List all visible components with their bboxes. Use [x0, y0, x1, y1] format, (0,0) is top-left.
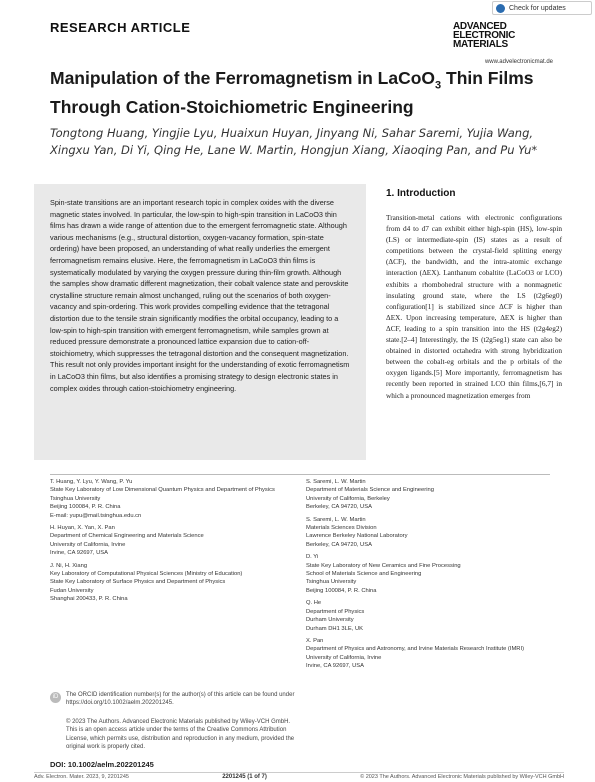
- affiliation-line: Materials Sciences Division: [306, 525, 377, 532]
- affiliation-line: S. Saremi, L. W. Martin: [306, 516, 366, 523]
- page-footer: [34, 772, 564, 782]
- affiliation-line: X. Pan: [306, 637, 324, 644]
- footer-copyright: © 2023 The Authors. Advanced Electronic Materials published by Wiley-VCH GmbH: [360, 774, 564, 780]
- affiliation-line: State Key Laboratory of New Ceramics and Fine Processing: [306, 562, 461, 569]
- affiliation-line: Q. He: [306, 600, 322, 607]
- affiliation-line: School of Materials Science and Engineering: [306, 571, 422, 578]
- check-updates-label: Check for updates: [509, 4, 566, 12]
- affiliation-line: University of California, Berkeley: [306, 495, 390, 502]
- affiliation-line: Berkeley, CA 94720, USA: [306, 541, 372, 548]
- affiliation-line: Department of Physics and Astronomy, and Irvine Materials Research Institute (IMRI): [306, 646, 525, 653]
- title-part-1: Manipulation of the Ferromagnetism in LaCoO: [50, 68, 436, 88]
- title-subscript: 3: [435, 79, 442, 92]
- abstract-text: Spin-state transitions are an important research topic in complex oxides with the diverse magnetic states involved. In particular, the low-spin to high-spin transition in LaCoO3 thin films has drawn a wide range of attention due to the emergent ferromagnetic state. Although various mechanisms (e.g., structural distortion, oxygen-vacancy formation, spin-state ordering) have been proposed, an understanding of what really underlies the emergent ferromagnetism remains elusive. Here, the ferromagnetism in LaCoO3 thin films is systematically modulated by varying the oxygen pressure during thin-film growth. Although the samples show dramatic different magnetization, their cobalt valence state and perovskite crystalline structure remain almost unchanged, ruling out the scenarios of both oxygen-vacancy and spin-ordering. This work provides compelling evidence that the tetragonal distortion due to the tensile strain significantly modifies the orbital occupancy, leading to a low-spin to high-spin transition with emergent ferromagnetism, while samples grown at reduced pressure demonstrate a pronounced lattice expansion due to cation-off-stoichiometry, which suppresses the tetragonal distortion and the consequent magnetization. This result not only provides important insight for the understanding of exotic ferromagnetism in LaCoO3 thin films, but also identifies a promising strategy to design electronic states in complex oxides through cation-stoichiometry engineering.: [50, 198, 350, 393]
- affiliation-block: [306, 553, 556, 595]
- intro-heading: 1. Introduction: [386, 188, 456, 199]
- affiliation-block: [306, 637, 556, 671]
- affiliation-block: [50, 478, 290, 520]
- journal-logo: [453, 22, 553, 49]
- affiliation-divider: [50, 474, 550, 475]
- license-text: © 2023 The Authors. Advanced Electronic Materials published by Wiley-VCH GmbH. This is an open access article under the terms of the Creative Commons Attribution License, which permits use, distribution and reproduction in any medium, provided the original work is properly cited.: [66, 719, 295, 751]
- affiliation-line: Berkeley, CA 94720, USA: [306, 504, 372, 511]
- affiliation-line: State Key Laboratory of Low Dimensional Quantum Physics and Department of Physics: [50, 487, 275, 494]
- affiliations-left: [50, 478, 290, 608]
- affiliations-right: [306, 478, 556, 675]
- journal-url[interactable]: www.advelectronicmat.de: [484, 59, 553, 65]
- affiliation-line: E-mail: yupu@mail.tsinghua.edu.cn: [50, 512, 142, 519]
- affiliation-line: University of California, Irvine: [306, 654, 382, 661]
- affiliation-line: State Key Laboratory of Surface Physics and Department of Physics: [50, 579, 226, 586]
- affiliation-line: Tsinghua University: [50, 495, 101, 502]
- section-label: RESEARCH ARTICLE: [50, 20, 191, 35]
- affiliation-line: University of California, Irvine: [50, 541, 126, 548]
- affiliation-line: Tsinghua University: [306, 579, 357, 586]
- intro-body: Transition-metal cations with electronic configurations from d4 to d7 can exhibit either high-spin (HS), low-spin (LS) or intermediate-spin (IS) states as a result of competitions between the crystal-field splitting energy (ΔCF), the bandwidth, and the intra-atomic exchange interaction (ΔEX). Lanthanum cobaltite (LaCoO3 or LCO) exhibits a rhombohedral structure with a nonmagnetic insulating ground state, where the LS (t2g6eg0) configuration[1] is stabilized since ΔCF is higher than ΔEX. Upon increasing temperature, ΔEX is higher than ΔCF, leading to a spin transition into the HS (t2g4eg2) state.[2–4] Interestingly, the IS (t2g5eg1) state can also be obtained in distorted octahedra with strong hybridization between the cobalt-eg orbitals and the p orbitals of the oxygen ligands.[5] More importantly, ferromagnetism has recently been reported in strained LCO thin films,[6,7] in which a pronounced magnetization emerges from: [386, 213, 562, 400]
- affiliation-line: H. Huyan, X. Yan, X. Pan: [50, 525, 115, 532]
- article-title: [50, 68, 550, 118]
- footer-page-number: 2201245 (1 of 7): [222, 774, 267, 780]
- affiliation-line: Department of Materials Science and Engineering: [306, 487, 434, 494]
- journal-logo-line3: MATERIALS: [453, 39, 508, 50]
- title-part-2: Thin Films Through Cation-Stoichiometric Engineering: [50, 68, 534, 117]
- affiliation-line: Key Laboratory of Computational Physical Sciences (Ministry of Education): [50, 571, 243, 578]
- footer-citation: Adv. Electron. Mater. 2023, 9, 2201245: [34, 774, 129, 780]
- author-list: Tongtong Huang, Yingjie Lyu, Huaixun Huyan, Jinyang Ni, Sahar Saremi, Yujia Wang, Xingxu Yan, Di Yi, Qing He, Lane W. Martin, Hongjun Xiang, Xiaoqing Pan, and Pu Yu*: [50, 126, 538, 157]
- affiliation-block: [50, 524, 290, 558]
- affiliation-block: [50, 562, 290, 604]
- affiliation-line: Shanghai 200433, P. R. China: [50, 596, 128, 603]
- journal-logo-line1: ADVANCED: [453, 21, 507, 32]
- affiliation-block: [306, 516, 556, 550]
- update-check-icon: [496, 4, 505, 13]
- affiliation-line: Fudan University: [50, 587, 94, 594]
- affiliation-line: S. Saremi, L. W. Martin: [306, 479, 366, 485]
- affiliation-line: Irvine, CA 92697, USA: [50, 550, 108, 557]
- affiliation-line: Department of Physics: [306, 608, 365, 615]
- check-for-updates-button[interactable]: [492, 1, 592, 15]
- doi[interactable]: DOI: 10.1002/aelm.202201245: [50, 760, 154, 769]
- affiliation-block: [306, 478, 556, 512]
- affiliation-line: Beijing 100084, P. R. China: [306, 587, 377, 594]
- affiliation-line: Department of Chemical Engineering and Materials Science: [50, 533, 204, 540]
- affiliation-line: Durham DH1 3LE, UK: [306, 625, 364, 632]
- affiliation-line: Durham University: [306, 617, 354, 624]
- abstract-box: [34, 184, 366, 460]
- affiliation-line: Irvine, CA 92697, USA: [306, 663, 364, 670]
- orcid-note: [50, 691, 295, 708]
- affiliation-line: D. Yi: [306, 554, 319, 561]
- orcid-note-text[interactable]: The ORCID identification number(s) for the author(s) of this article can be found under https://doi.org/10.1002/aelm.202201245.: [66, 692, 295, 707]
- page-header: [50, 20, 553, 65]
- affiliation-line: Lawrence Berkeley National Laboratory: [306, 533, 408, 540]
- affiliation-line: J. Ni, H. Xiang: [50, 562, 88, 569]
- affiliation-line: Beijing 100084, P. R. China: [50, 504, 121, 511]
- affiliation-block: [306, 599, 556, 633]
- journal-logo-line2: ELECTRONIC: [453, 30, 516, 41]
- affiliation-line: T. Huang, Y. Lyu, Y. Wang, P. Yu: [50, 479, 133, 485]
- orcid-icon: iD: [50, 692, 61, 703]
